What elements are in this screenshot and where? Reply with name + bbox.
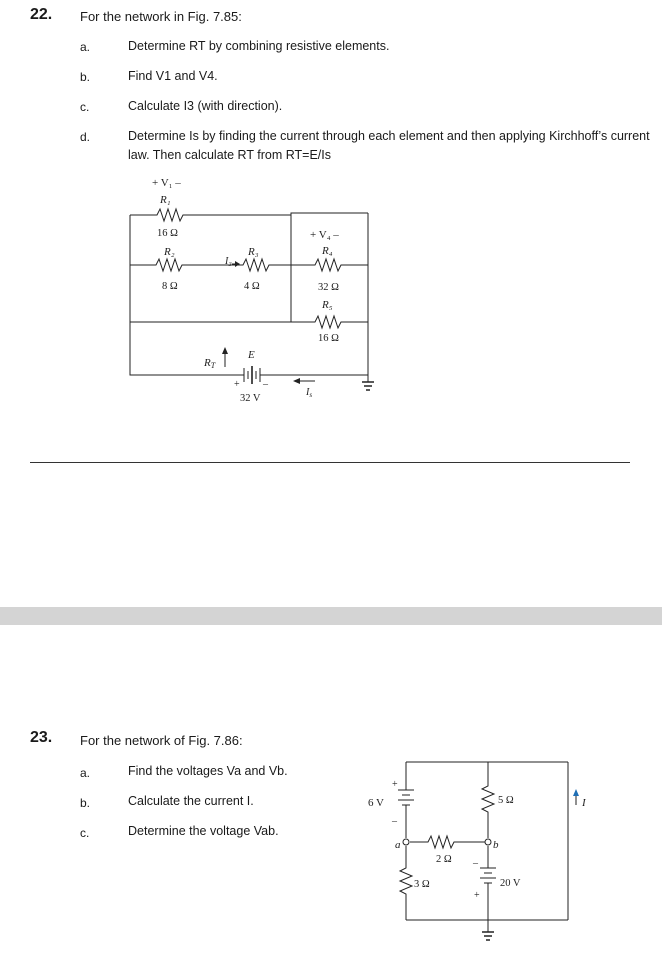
- r3-value: 4 Ω: [244, 281, 260, 292]
- v6-plus: +: [392, 779, 398, 790]
- part-22c-text: Calculate I3 (with direction).: [128, 99, 283, 113]
- part-22c-letter: c.: [80, 100, 90, 114]
- v4-label: + V₄ –: [310, 229, 339, 241]
- current-i-label: I: [582, 797, 586, 809]
- is-label: $I_s$: [306, 387, 313, 399]
- node-b-label: b: [493, 839, 499, 851]
- battery-minus: –: [263, 379, 268, 390]
- part-22a-letter: a.: [80, 40, 91, 54]
- part-23c-text: Determine the voltage Vab.: [128, 824, 279, 838]
- r1-label: R₁: [160, 194, 171, 206]
- node-a-label: a: [395, 839, 401, 851]
- problem-23-title: For the network of Fig. 7.86:: [80, 733, 243, 748]
- part-22b-letter: b.: [80, 70, 91, 84]
- part-22b-text: Find V1 and V4.: [128, 69, 218, 83]
- r5-label: R₅: [322, 299, 333, 311]
- r2-value: 2 Ω: [436, 854, 452, 865]
- node-a-icon: [403, 839, 409, 845]
- rt-label: RT: [204, 357, 216, 370]
- v20-minus: –: [473, 858, 478, 869]
- part-23b-text: Calculate the current I.: [128, 794, 254, 808]
- e-value: 32 V: [240, 393, 261, 404]
- r3-label: R₃: [248, 246, 259, 258]
- r4-value: 32 Ω: [318, 282, 339, 293]
- e-label: E: [248, 349, 255, 361]
- v6-minus: –: [392, 816, 397, 827]
- v1-label: + V₁ –: [152, 177, 181, 189]
- i3-label: I₃: [225, 256, 232, 267]
- part-23a-letter: a.: [80, 766, 91, 780]
- part-22d-letter: d.: [80, 130, 91, 144]
- problem-23-number: 23.: [30, 729, 53, 746]
- r5-value: 5 Ω: [498, 795, 514, 806]
- r2-value: 8 Ω: [162, 281, 178, 292]
- part-23a-text: Find the voltages Va and Vb.: [128, 764, 288, 778]
- battery-plus: +: [234, 379, 240, 390]
- r4-label: R₄: [322, 245, 333, 257]
- r3-value: 3 Ω: [414, 879, 430, 890]
- node-b-icon: [485, 839, 491, 845]
- part-22d-text: Determine Is by finding the current through each element and then applying Kirchhoff’s current law. Then calculate RT from RT=E/Is: [128, 129, 650, 162]
- part-22a-text: Determine RT by combining resistive elements.: [128, 39, 390, 53]
- v20-plus: +: [474, 890, 480, 901]
- current-i-arrow-icon: [573, 789, 579, 796]
- r5-value: 16 Ω: [318, 333, 339, 344]
- part-23c-letter: c.: [80, 826, 90, 840]
- r1-value: 16 Ω: [157, 228, 178, 239]
- v20-label: 20 V: [500, 878, 521, 889]
- problem-22-number: 22.: [30, 6, 53, 23]
- r2-label: R₂: [164, 246, 175, 258]
- problem-22-title: For the network in Fig. 7.85:: [80, 9, 242, 24]
- part-23b-letter: b.: [80, 796, 91, 810]
- v6-label: 6 V: [368, 797, 384, 809]
